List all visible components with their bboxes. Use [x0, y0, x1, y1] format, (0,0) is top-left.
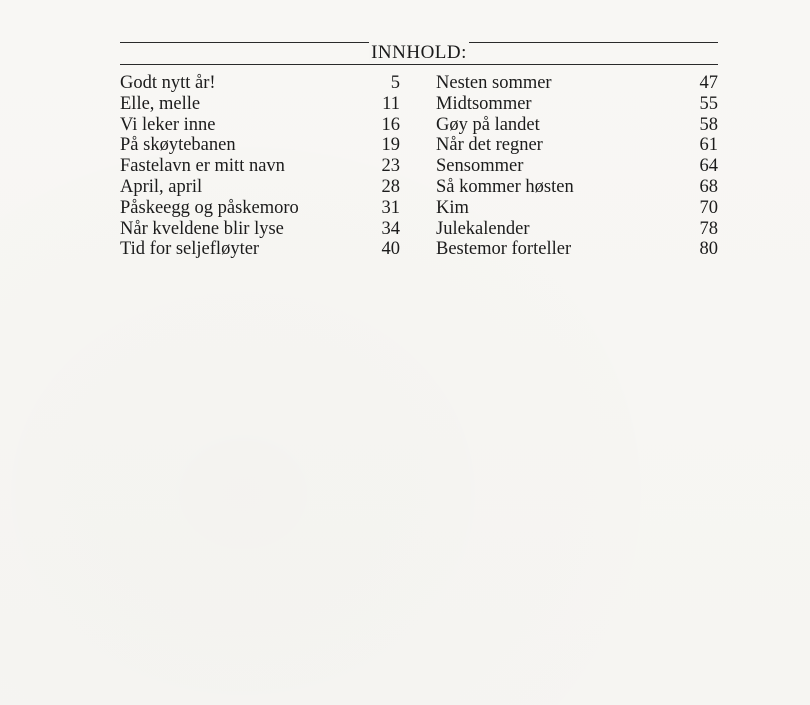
- contents-heading-text: INNHOLD:: [371, 42, 467, 63]
- toc-entry: [120, 135, 400, 156]
- toc-entry-page: 47: [699, 73, 718, 93]
- toc-entry-page: 23: [381, 156, 400, 177]
- toc-entry: [120, 177, 400, 198]
- toc-entry-page: 11: [382, 93, 400, 114]
- toc-entry-page: 64: [699, 156, 718, 177]
- toc-entry-title: Bestemor forteller: [436, 239, 572, 260]
- toc-entry-page: 31: [381, 197, 400, 218]
- toc-entry-title: Påskeegg og påskemoro: [120, 197, 299, 218]
- toc-entry-title: Godt nytt år!: [120, 73, 216, 93]
- toc-entry-title: Så kommer høsten: [436, 176, 574, 197]
- toc-entry: [120, 219, 400, 240]
- toc-entry: [120, 94, 400, 115]
- toc-entry-title: Kim: [436, 197, 469, 218]
- toc-entry-page: 80: [699, 239, 718, 260]
- toc-entry: [120, 115, 400, 136]
- toc-entry-page: 40: [381, 239, 400, 260]
- toc-entry-title: Midtsommer: [436, 93, 532, 114]
- toc-entry: [436, 115, 718, 136]
- toc-entry-page: 28: [381, 176, 400, 197]
- toc-entry-page: 55: [699, 93, 718, 114]
- toc-right-column: [436, 73, 718, 260]
- toc-entry: [436, 198, 718, 219]
- toc-entry-page: 58: [699, 114, 718, 135]
- toc-entry: [436, 73, 718, 94]
- toc-entry: [436, 239, 718, 260]
- toc-entry-page: 5: [390, 73, 400, 93]
- contents-heading: [120, 42, 718, 64]
- heading-rule-bottom: [120, 64, 718, 65]
- toc-entry-page: 61: [699, 135, 718, 156]
- toc-entry: [120, 156, 400, 177]
- toc-entry-title: Julekalender: [436, 218, 530, 239]
- toc-entry-title: Når det regner: [436, 135, 543, 156]
- toc-entry: [436, 219, 718, 240]
- toc-entry-page: 68: [699, 176, 718, 197]
- toc-entry-title: Tid for seljefløyter: [120, 239, 260, 260]
- toc-entry-title: Sensommer: [436, 156, 524, 177]
- toc-entry: [436, 94, 718, 115]
- toc-entry: [120, 73, 400, 94]
- toc-entry-title: På skøytebanen: [120, 135, 236, 156]
- toc-entry: [120, 239, 400, 260]
- toc-entry-title: Fastelavn er mitt navn: [120, 156, 285, 177]
- toc-entry-title: April, april: [120, 176, 203, 197]
- toc-entry-title: Elle, melle: [120, 93, 201, 114]
- toc-entry-page: 78: [699, 218, 718, 239]
- toc-entry-page: 34: [381, 218, 400, 239]
- toc-entry-title: Når kveldene blir lyse: [120, 218, 284, 239]
- toc-entry: [436, 135, 718, 156]
- toc-entry-title: Nesten sommer: [436, 73, 552, 93]
- toc-entry-page: 70: [699, 197, 718, 218]
- toc-entry-title: Gøy på landet: [436, 114, 540, 135]
- toc-entry: [120, 198, 400, 219]
- toc-entry-title: Vi leker inne: [120, 114, 216, 135]
- toc-left-column: [120, 73, 400, 260]
- toc-entry: [436, 177, 718, 198]
- toc-entry: [436, 156, 718, 177]
- toc-entry-page: 19: [381, 135, 400, 156]
- toc-entry-page: 16: [381, 114, 400, 135]
